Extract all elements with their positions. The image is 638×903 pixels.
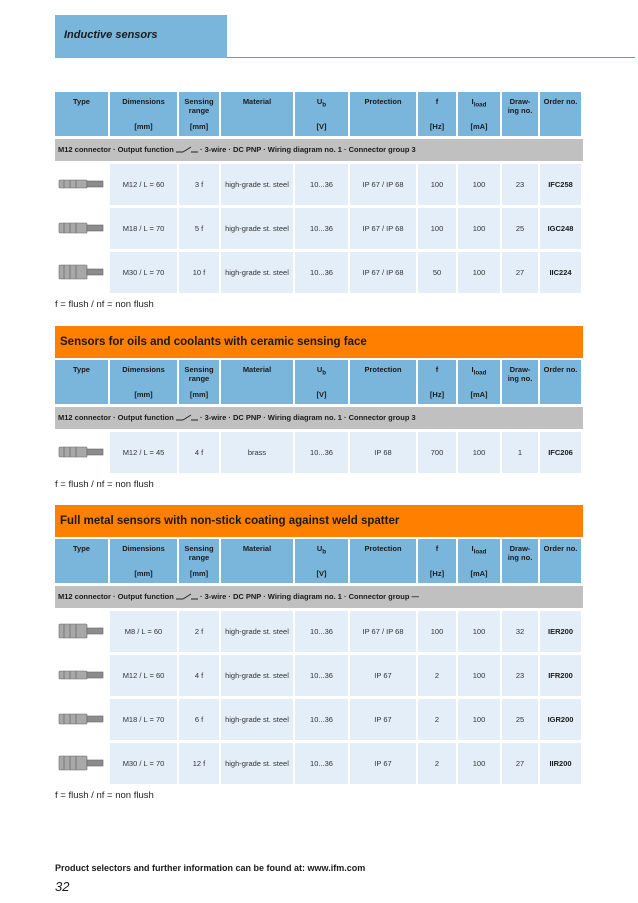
cell-prot: IP 67 / IP 68 — [350, 252, 416, 293]
column-header — [502, 539, 538, 583]
column-title: Protection — [364, 97, 402, 106]
column-subscript: b — [322, 548, 327, 556]
column-header — [221, 92, 293, 136]
cell-order: IFC206 — [540, 432, 581, 473]
table-row — [55, 699, 583, 740]
column-title: Draw-ing no. — [507, 544, 533, 562]
cell-order: IIC224 — [540, 252, 581, 293]
cell-dim: M12 / L = 45 — [110, 432, 177, 473]
cell-draw: 25 — [502, 699, 538, 740]
column-header — [110, 92, 177, 136]
cell-range: 3 f — [179, 164, 219, 205]
cell-prot: IP 67 — [350, 743, 416, 784]
section-tab-title: Inductive sensors — [64, 29, 158, 41]
column-title: Sensing range — [184, 544, 214, 562]
sensor-image — [58, 663, 106, 687]
column-title: I — [471, 97, 474, 106]
cell-order: IFC258 — [540, 164, 581, 205]
cell-draw: 25 — [502, 208, 538, 249]
type-cell — [55, 208, 108, 249]
cell-dim: M8 / L = 60 — [110, 611, 177, 652]
column-title: Dimensions — [122, 97, 165, 106]
product-section — [55, 326, 583, 490]
column-unit: [mA] — [470, 122, 488, 131]
cell-ub: 10...36 — [295, 208, 348, 249]
sensor-image — [58, 707, 106, 731]
column-header — [221, 360, 293, 404]
column-subscript: load — [473, 548, 487, 556]
column-title: I — [471, 544, 474, 553]
sensor-image — [58, 619, 106, 643]
cell-dim: M12 / L = 60 — [110, 655, 177, 696]
cell-range: 12 f — [179, 743, 219, 784]
column-header — [502, 92, 538, 136]
cell-iload: 100 — [458, 699, 500, 740]
column-title: Type — [73, 97, 90, 106]
cell-material: brass — [221, 432, 293, 473]
type-cell — [55, 164, 108, 205]
column-unit: [mA] — [470, 390, 488, 399]
sensor-image — [58, 751, 106, 775]
column-header — [540, 539, 581, 583]
section-tab — [55, 15, 227, 58]
footer-text: Product selectors and further information can be found at: www.ifm.com — [55, 863, 366, 873]
column-header — [350, 360, 416, 404]
switch-symbol-icon — [176, 146, 198, 154]
section-title: Full metal sensors with non-stick coating against weld spatter — [55, 505, 583, 537]
column-title: f — [435, 544, 439, 553]
column-header — [55, 92, 108, 136]
column-header — [540, 360, 581, 404]
cell-draw: 27 — [502, 252, 538, 293]
cell-material: high-grade st. steel — [221, 164, 293, 205]
column-header — [458, 539, 500, 583]
cell-prot: IP 68 — [350, 432, 416, 473]
column-title: Sensing range — [184, 97, 214, 115]
cell-f: 50 — [418, 252, 456, 293]
column-subscript: load — [473, 369, 487, 377]
cell-f: 2 — [418, 743, 456, 784]
column-unit: [mm] — [134, 390, 153, 399]
cell-ub: 10...36 — [295, 743, 348, 784]
cell-material: high-grade st. steel — [221, 611, 293, 652]
column-title: U — [316, 97, 323, 106]
cell-range: 4 f — [179, 432, 219, 473]
column-header — [221, 539, 293, 583]
cell-iload: 100 — [458, 164, 500, 205]
cell-range: 4 f — [179, 655, 219, 696]
cell-iload: 100 — [458, 432, 500, 473]
cell-order: IIR200 — [540, 743, 581, 784]
column-title: Type — [73, 544, 90, 553]
table-row — [55, 611, 583, 652]
column-title: Material — [242, 97, 272, 106]
column-title: Sensing range — [184, 365, 214, 383]
column-header — [350, 539, 416, 583]
cell-f: 100 — [418, 164, 456, 205]
type-cell — [55, 655, 108, 696]
cell-order: IGR200 — [540, 699, 581, 740]
cell-dim: M18 / L = 70 — [110, 208, 177, 249]
cell-draw: 27 — [502, 743, 538, 784]
type-cell — [55, 611, 108, 652]
column-header — [295, 360, 348, 404]
cell-draw: 32 — [502, 611, 538, 652]
column-subscript: b — [322, 101, 327, 109]
column-title: Material — [242, 365, 272, 374]
column-title: Material — [242, 544, 272, 553]
column-header — [295, 92, 348, 136]
column-header — [458, 360, 500, 404]
group-row — [55, 139, 583, 161]
column-header — [55, 360, 108, 404]
cell-material: high-grade st. steel — [221, 252, 293, 293]
cell-ub: 10...36 — [295, 655, 348, 696]
cell-order: IFR200 — [540, 655, 581, 696]
column-header — [458, 92, 500, 136]
column-title: I — [471, 365, 474, 374]
sensor-image — [58, 216, 106, 240]
column-title: Dimensions — [122, 365, 165, 374]
group-text-post: · 3-wire · DC PNP · Wiring diagram no. 1 · Connector group 3 — [200, 145, 416, 154]
cell-material: high-grade st. steel — [221, 743, 293, 784]
cell-range: 6 f — [179, 699, 219, 740]
column-header — [110, 360, 177, 404]
cell-dim: M18 / L = 70 — [110, 699, 177, 740]
group-text-post: · 3-wire · DC PNP · Wiring diagram no. 1 · Connector group 3 — [200, 413, 416, 422]
column-title: U — [316, 365, 323, 374]
switch-symbol-icon — [176, 593, 198, 601]
column-title: Protection — [364, 365, 402, 374]
table-row — [55, 252, 583, 293]
cell-order: IER200 — [540, 611, 581, 652]
type-cell — [55, 699, 108, 740]
group-text-pre: M12 connector · Output function — [58, 592, 174, 601]
table-header — [55, 539, 583, 583]
group-row — [55, 407, 583, 429]
sensor-image — [58, 172, 106, 196]
column-unit: [Hz] — [429, 390, 445, 399]
sensor-image — [58, 260, 106, 284]
column-header — [179, 92, 219, 136]
cell-draw: 23 — [502, 655, 538, 696]
column-unit: [mA] — [470, 569, 488, 578]
table-header — [55, 360, 583, 404]
cell-iload: 100 — [458, 655, 500, 696]
table-row — [55, 655, 583, 696]
cell-f: 100 — [418, 611, 456, 652]
cell-draw: 23 — [502, 164, 538, 205]
column-header — [179, 360, 219, 404]
column-header — [55, 539, 108, 583]
cell-order: IGC248 — [540, 208, 581, 249]
page-number: 32 — [55, 879, 70, 894]
column-title: Draw-ing no. — [507, 97, 533, 115]
column-header — [502, 360, 538, 404]
cell-f: 2 — [418, 699, 456, 740]
flush-note: f = flush / nf = non flush — [55, 790, 154, 801]
cell-prot: IP 67 / IP 68 — [350, 164, 416, 205]
column-unit: [mm] — [134, 122, 153, 131]
cell-prot: IP 67 — [350, 699, 416, 740]
flush-note: f = flush / nf = non flush — [55, 479, 154, 490]
column-title: Dimensions — [122, 544, 165, 553]
column-header — [540, 92, 581, 136]
cell-ub: 10...36 — [295, 252, 348, 293]
table-row — [55, 208, 583, 249]
table-row — [55, 743, 583, 784]
cell-ub: 10...36 — [295, 699, 348, 740]
column-title: Order no. — [543, 97, 578, 106]
product-section — [55, 505, 583, 801]
cell-draw: 1 — [502, 432, 538, 473]
table-row — [55, 164, 583, 205]
cell-iload: 100 — [458, 743, 500, 784]
column-title: Protection — [364, 544, 402, 553]
cell-prot: IP 67 / IP 68 — [350, 611, 416, 652]
section-title: Sensors for oils and coolants with ceramic sensing face — [55, 326, 583, 358]
cell-f: 100 — [418, 208, 456, 249]
column-header — [179, 539, 219, 583]
column-title: Draw-ing no. — [507, 365, 533, 383]
cell-dim: M30 / L = 70 — [110, 252, 177, 293]
cell-ub: 10...36 — [295, 164, 348, 205]
column-subscript: b — [322, 369, 327, 377]
cell-range: 10 f — [179, 252, 219, 293]
column-unit: [V] — [316, 569, 327, 578]
cell-range: 2 f — [179, 611, 219, 652]
column-unit: [mm] — [189, 569, 209, 578]
column-title: Order no. — [543, 544, 578, 553]
column-unit: [mm] — [189, 390, 209, 399]
switch-symbol-icon — [176, 414, 198, 422]
column-header — [295, 539, 348, 583]
cell-material: high-grade st. steel — [221, 699, 293, 740]
cell-iload: 100 — [458, 208, 500, 249]
type-cell — [55, 252, 108, 293]
cell-f: 700 — [418, 432, 456, 473]
group-row — [55, 586, 583, 608]
type-cell — [55, 743, 108, 784]
group-text-pre: M12 connector · Output function — [58, 413, 174, 422]
type-cell — [55, 432, 108, 473]
column-subscript: load — [473, 101, 487, 109]
column-title: f — [435, 365, 439, 374]
cell-material: high-grade st. steel — [221, 655, 293, 696]
column-unit: [Hz] — [429, 122, 445, 131]
column-header — [110, 539, 177, 583]
table-header — [55, 92, 583, 136]
column-unit: [mm] — [134, 569, 153, 578]
flush-note: f = flush / nf = non flush — [55, 299, 154, 310]
column-title: Type — [73, 365, 90, 374]
column-title: Order no. — [543, 365, 578, 374]
column-header — [418, 92, 456, 136]
cell-prot: IP 67 / IP 68 — [350, 208, 416, 249]
column-title: f — [435, 97, 439, 106]
cell-ub: 10...36 — [295, 432, 348, 473]
cell-dim: M30 / L = 70 — [110, 743, 177, 784]
column-header — [418, 539, 456, 583]
group-text-post: · 3-wire · DC PNP · Wiring diagram no. 1 · Connector group — — [200, 592, 419, 601]
cell-ub: 10...36 — [295, 611, 348, 652]
column-unit: [V] — [316, 390, 327, 399]
cell-dim: M12 / L = 60 — [110, 164, 177, 205]
column-unit: [Hz] — [429, 569, 445, 578]
sensor-image — [58, 440, 106, 464]
column-unit: [mm] — [189, 122, 209, 131]
cell-material: high-grade st. steel — [221, 208, 293, 249]
product-section — [55, 92, 583, 310]
column-header — [350, 92, 416, 136]
column-header — [418, 360, 456, 404]
group-text-pre: M12 connector · Output function — [58, 145, 174, 154]
column-title: U — [316, 544, 323, 553]
cell-prot: IP 67 — [350, 655, 416, 696]
table-row — [55, 432, 583, 473]
column-unit: [V] — [316, 122, 327, 131]
cell-iload: 100 — [458, 611, 500, 652]
cell-iload: 100 — [458, 252, 500, 293]
cell-f: 2 — [418, 655, 456, 696]
cell-range: 5 f — [179, 208, 219, 249]
header-rule — [227, 57, 635, 58]
